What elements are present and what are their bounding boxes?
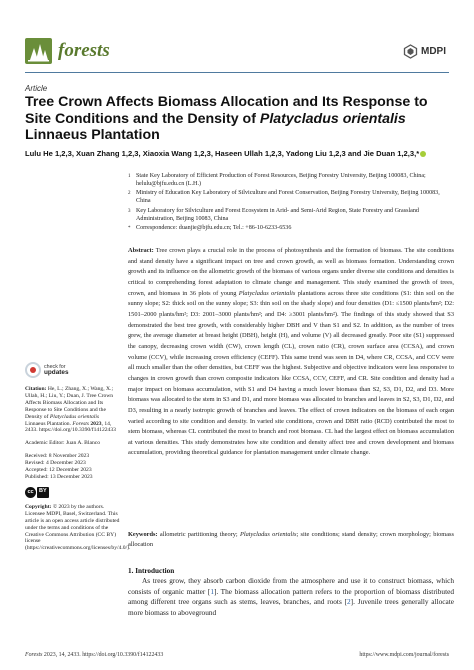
cc-icon: cc: [25, 487, 36, 498]
forests-logo-icon: [25, 38, 52, 64]
check-for-updates-button[interactable]: check for updates: [25, 362, 120, 378]
revised-date: Revised: 4 December 2023: [25, 460, 86, 467]
orcid-icon[interactable]: [420, 151, 426, 157]
article-title: Tree Crown Affects Biomass Allocation and Its Response to Site Conditions and the Density of Platycladus orientalis Linnaeus Plantation: [25, 94, 428, 143]
affiliation-item: 2 Ministry of Education Key Laboratory of Silviculture and Forest Conservation, Beijing Forestry University, Beijing 100083, China: [128, 190, 440, 205]
publisher-name: MDPI: [421, 46, 446, 57]
citation-link[interactable]: 1: [210, 586, 214, 596]
affiliation-item: 3 Key Laboratory for Silviculture and Forest Ecosystem in Arid- and Semi-Arid Region, State Forestry and Grassland Administration, Beijing 10083, China: [128, 207, 419, 222]
affiliation-item: 1 State Key Laboratory of Efficient Production of Forest Resources, Beijing Forestry University, Beijing 100083, China; helulu@bjfu.edu.cn (L.H.): [128, 173, 426, 187]
accepted-date: Accepted: 12 December 2023: [25, 467, 92, 474]
page-footer: [25, 652, 449, 658]
published-date: Published: 13 December 2023: [25, 473, 93, 480]
mdpi-icon: [403, 44, 418, 59]
journal-header: [0, 0, 474, 78]
section-heading: 1. Introduction: [128, 567, 175, 575]
received-date: Received: 8 November 2023: [25, 453, 90, 460]
footer-journal-url[interactable]: https://www.mdpi.com/journal/forests: [359, 652, 449, 658]
affiliations: [128, 173, 453, 235]
mdpi-logo[interactable]: [403, 44, 446, 59]
introduction-text: As trees grow, they absorb carbon dioxide from the atmosphere and use it to construct biomass, which consists of organic matter [1]. The biomass allocation pattern refers to the proportion of biomass distributed among different tree organs such as stems, leaves, branches, and roots [2]. Juvenile trees generally allocate more biomass to aboveground: [128, 576, 454, 617]
dates: [25, 453, 120, 481]
article-type-label: Article: [25, 84, 48, 93]
journal-name[interactable]: forests: [58, 40, 110, 61]
citation-link[interactable]: 2: [347, 597, 351, 607]
by-icon: BY: [37, 487, 49, 498]
abstract: Abstract: Tree crown plays a crucial role in the process of photosynthesis and the formation of biomass. The site conditions and stand density have a significant impact on tree and crown growth, as well as biomass formation. Understanding crown growth and its influence on the allometric growth of the biomass of various organs under diverse site conditions and densities is critical to comprehending forest adaptation to climate change and management. This study examined the growth of trees, crown, and biomass in 36 plots of young Platycladus orientalis plantations across three site conditions (S1: thin soil on the sunny slope; S2: thick soil on the sunny slope; S3: thin soil on the shady slope) and four densities (D1: ≤1500 plants/hm²; D2: 1501–2000 plants/hm²; D3: 2001–3000 plants/hm²; and D4: ≥3001 plants/hm²). The findings of this study showed that S3 demonstrated the best tree growth, with considerably higher DBH and V than S1 and S2. In addition, as the number of trees grew, the average diameter at breast height (DBH), height (H), and volume (V) all decreased greatly. Poor site (S1) suppressed the canopy, decreasing crown width (CW), crown length (CL), crown ratio (CR), crown surface area (CCSA), and crown volume (CCV), while increasing crown efficiency (CEFF). This same trend was seen in D4, where CR, CCSA, and CCV were all much smaller than the other densities, but CEFF was the highest. Subjective and objective indicators were less responsive to changes in crown growth than crown composite indicators like CCSA, CCV, CEFF, and CR. Site condition and density had a major impact on biomass accumulation, with S1 and D4 having a much lower biomass than S2, S3, D1, D2, and D3. More biomass was allocated to the stem in S3 and D1, and more biomass was allocated to branches and leaves in S2, S3, D1, D2, and D3, resulting in a nearly isotropic growth of branches and leaves. The effect of crown indicators on the biomass of each organ varied according to site condition and density. In varied site conditions, crown and DBH ratio (RCD) contributed the most to stem biomass, whereas CL contributed the most to branch and root biomass. CL had the largest effect on biomass accumulation at various densities. This study demonstrates how site condition and density affect tree and crown development and biomass accumulation, providing theoretical guidance for plantation management under climate change.: [128, 247, 454, 457]
copyright-notice: Copyright: © 2023 by the authors. Licensee MDPI, Basel, Switzerland. This article is an open access article distributed under the terms and conditions of the Creative Commons Attribution (CC BY) license (https://creativecommons.org/licenses/by/4.0/).: [25, 503, 131, 552]
header-rule: [25, 72, 449, 73]
author-list: [25, 149, 465, 158]
article-sidebar: [25, 362, 131, 558]
updates-icon: [25, 362, 41, 378]
authors-text[interactable]: Lulu He 1,2,3, Xuan Zhang 1,2,3, Xiaoxia Wang 1,2,3, Haseen Ullah 1,2,3, Yadong Liu 1,2,3 and Jie Duan 1,2,3,*: [25, 149, 420, 158]
citation-block: Citation: He, L.; Zhang, X.; Wang, X.; Ullah, H.; Liu, Y.; Duan, J. Tree Crown Affects Biomass Allocation and Its Response to Site Conditions and the Density of Platycladus orientalis Linnaeus Plantation. Forests 2023, 14, 2433. https://doi.org/10.3390/f14122433: [25, 386, 116, 434]
academic-editor: Academic Editor: Juan A. Blanco: [25, 440, 101, 447]
cc-by-license-badge[interactable]: [25, 487, 120, 498]
keywords: Keywords: allometric partitioning theory; Platycladus orientalis; site conditions; stand density; crown morphology; biomass allocation: [128, 531, 454, 549]
footer-citation[interactable]: Forests 2023, 14, 2433. https://doi.org/10.3390/f14122433: [25, 652, 164, 658]
correspondence: * Correspondence: duanjie@bjfu.edu.cn; Tel.: +86-10-6233-6536: [128, 225, 292, 232]
